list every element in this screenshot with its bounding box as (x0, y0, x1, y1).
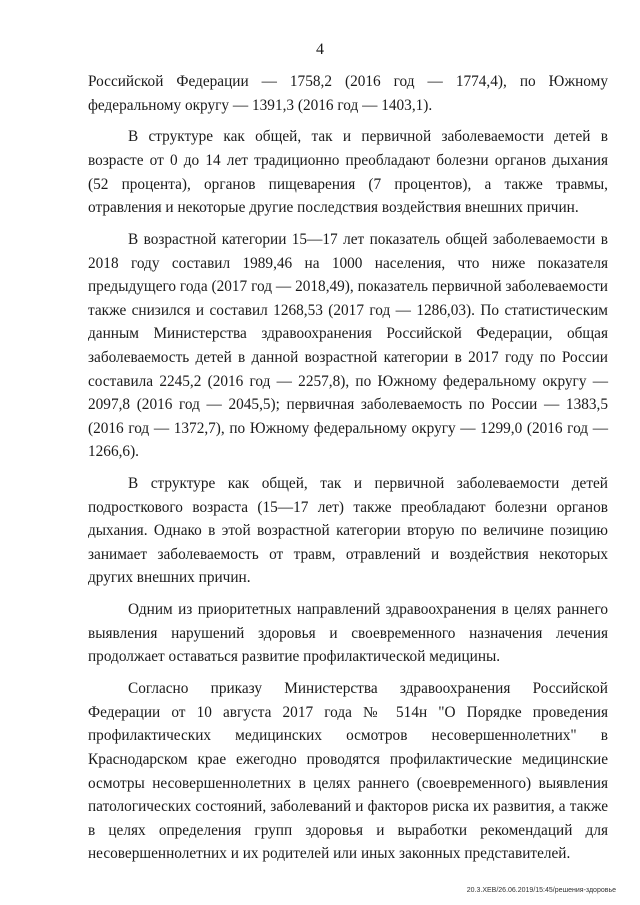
paragraph-children-disease-structure: В структуре как общей, так и первичной заболеваемости детей в возрасте от 0 до 14 лет традиционно преобладают болезни органов дыхания (52 процента), органов пищеварения (7 процентов), а также травмы, отравления и некоторые другие последствия воздействия внешних причин. (88, 128, 608, 217)
document-body (88, 70, 608, 874)
paragraph-continuation: Российской Федерации — 1758,2 (2016 год — 1774,4), по Южному федеральному округу — 1391,3 (2016 год — 1403,1). (88, 73, 608, 114)
paragraph-teen-morbidity-stats: В возрастной категории 15—17 лет показатель общей заболеваемости в 2018 году составил 1989,46 на 1000 населения, что ниже показателя предыдущего года (2017 год — 2018,49), показатель первичной заболеваемости также снизился и составил 1268,53 (2017 год — 1286,03). По статистическим данным Министерства здравоохранения Российской Федерации, общая заболеваемость детей в данной возрастной категории в 2017 году по России составила 2245,2 (2016 год — 2257,8), по Южному федеральному округу — 2097,8 (2016 год — 2045,5); первичная заболеваемость по России — 1383,5 (2016 год — 1372,7), по Южному федеральному округу — 1299,0 (2016 год — 1266,6). (88, 230, 608, 461)
footer-stamp: 20.3.ХЕВ/26.06.2019/15:45/решения-здоровье (466, 887, 616, 894)
paragraph-order-514n: Согласно приказу Министерства здравоохранения Российской Федерации от 10 августа 2017 года № 514н "О Порядке проведения профилактических медицинских осмотров несовершеннолетних" в Краснодарском крае ежегодно проводятся профилактические медицинские осмотры несовершеннолетних в целях раннего (своевременного) выявления патологических состояний, заболеваний и факторов риска их развития, а также в целях определения групп здоровья и выработки рекомендаций для несовершеннолетних и их родителей или иных законных представителей. (88, 680, 608, 863)
paragraph-teen-disease-structure: В структуре как общей, так и первичной заболеваемости детей подросткового возраста (15—17 лет) также преобладают болезни органов дыхания. Однако в этой возрастной категории вторую по величине позицию занимает заболеваемость от травм, отравлений и воздействия некоторых других внешних причин. (88, 475, 608, 587)
page-number: 4 (316, 41, 324, 58)
paragraph-preventive-medicine: Одним из приоритетных направлений здравоохранения в целях раннего выявления нарушений здоровья и своевременного назначения лечения продолжает оставаться развитие профилактической медицины. (88, 601, 608, 666)
